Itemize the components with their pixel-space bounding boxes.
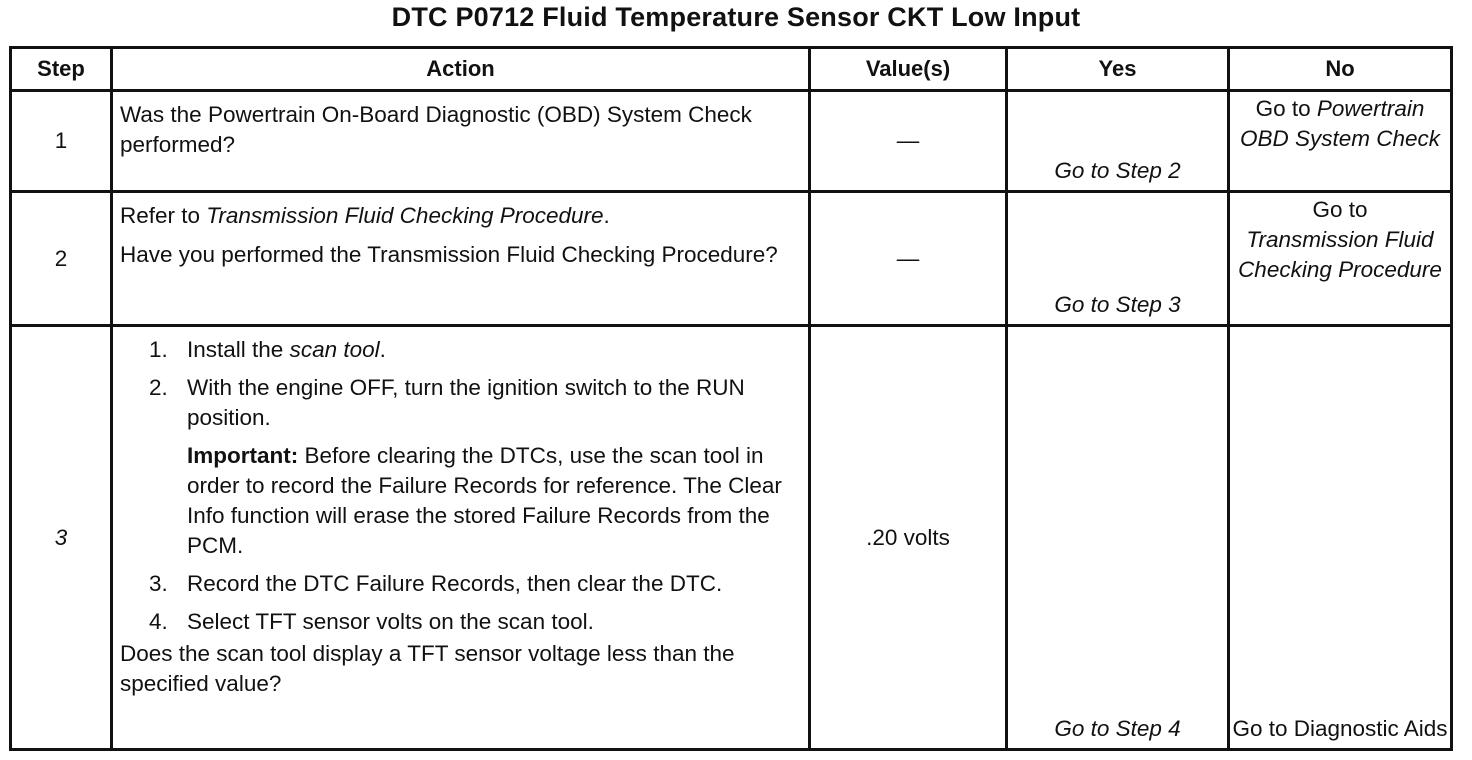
substep-text: Record the DTC Failure Records, then clear the DTC.	[187, 571, 723, 596]
action-reference	[120, 201, 802, 231]
substep-list	[120, 569, 802, 637]
substep-prefix: Install the	[187, 337, 290, 362]
scan-tool-link[interactable]: scan tool	[289, 337, 380, 362]
substep-item	[120, 569, 802, 599]
action-question: Does the scan tool display a TFT sensor voltage less than the specified value?	[120, 641, 735, 696]
yes-cell	[1007, 192, 1229, 326]
no-link[interactable]: Go to Diagnostic Aids	[1232, 716, 1448, 741]
yes-link[interactable]: Go to Step 4	[1054, 716, 1181, 741]
substep-text: Select TFT sensor volts on the scan tool.	[187, 609, 594, 634]
action-cell	[112, 91, 810, 192]
substep-suffix: .	[379, 337, 386, 362]
yes-cell	[1007, 91, 1229, 192]
action-cell	[112, 326, 810, 750]
substep-number: 1.	[149, 337, 168, 362]
header-no: No	[1229, 48, 1452, 91]
important-note	[120, 441, 802, 561]
table-row	[11, 326, 1452, 750]
substep-number: 3.	[149, 571, 168, 596]
step-number: 2	[11, 192, 112, 326]
yes-link[interactable]: Go to Step 3	[1054, 292, 1181, 317]
substep-item	[120, 335, 802, 365]
substep-item	[120, 373, 802, 433]
substep-number: 2.	[149, 375, 168, 400]
substep-item	[120, 607, 802, 637]
action-ref-suffix: .	[603, 203, 610, 228]
action-cell	[112, 192, 810, 326]
value-cell	[810, 192, 1007, 326]
action-ref-link[interactable]: Transmission Fluid Checking Procedure	[206, 203, 604, 228]
table-row	[11, 91, 1452, 192]
step-number: 3	[11, 326, 112, 750]
header-action: Action	[112, 48, 810, 91]
value-cell	[810, 326, 1007, 750]
no-cell	[1229, 192, 1452, 326]
substep-list	[120, 335, 802, 433]
yes-link[interactable]: Go to Step 2	[1054, 158, 1181, 183]
important-text: Before clearing the DTCs, use the scan tool in order to record the Failure Records for reference. The Clear Info function will erase the stored Failure Records from the PCM.	[187, 443, 782, 558]
header-yes: Yes	[1007, 48, 1229, 91]
no-link[interactable]: Powertrain OBD System Check	[1239, 96, 1441, 151]
no-prefix: Go to	[1255, 96, 1317, 121]
action-question: Was the Powertrain On-Board Diagnostic (OBD) System Check performed?	[120, 102, 752, 157]
table-row	[11, 192, 1452, 326]
page-title: DTC P0712 Fluid Temperature Sensor CKT Low Input	[391, 2, 1081, 32]
no-link[interactable]: Transmission Fluid Checking Procedure	[1238, 227, 1442, 282]
action-ref-prefix: Refer to	[120, 203, 207, 228]
value-text: —	[896, 128, 920, 153]
no-cell	[1229, 91, 1452, 192]
header-row	[11, 48, 1452, 91]
diagnostic-table	[9, 46, 1453, 751]
substep-number: 4.	[149, 609, 168, 634]
header-values: Value(s)	[810, 48, 1007, 91]
value-text: .20 volts	[866, 524, 950, 550]
yes-cell	[1007, 326, 1229, 750]
header-step: Step	[11, 48, 112, 91]
substep-text: With the engine OFF, turn the ignition switch to the RUN position.	[187, 375, 745, 430]
action-question: Have you performed the Transmission Fluid Checking Procedure?	[120, 242, 778, 267]
no-prefix: Go to	[1312, 197, 1368, 222]
value-text: —	[896, 245, 920, 271]
value-cell	[810, 91, 1007, 192]
no-cell	[1229, 326, 1452, 750]
step-number: 1	[11, 91, 112, 192]
important-label: Important:	[187, 443, 299, 468]
